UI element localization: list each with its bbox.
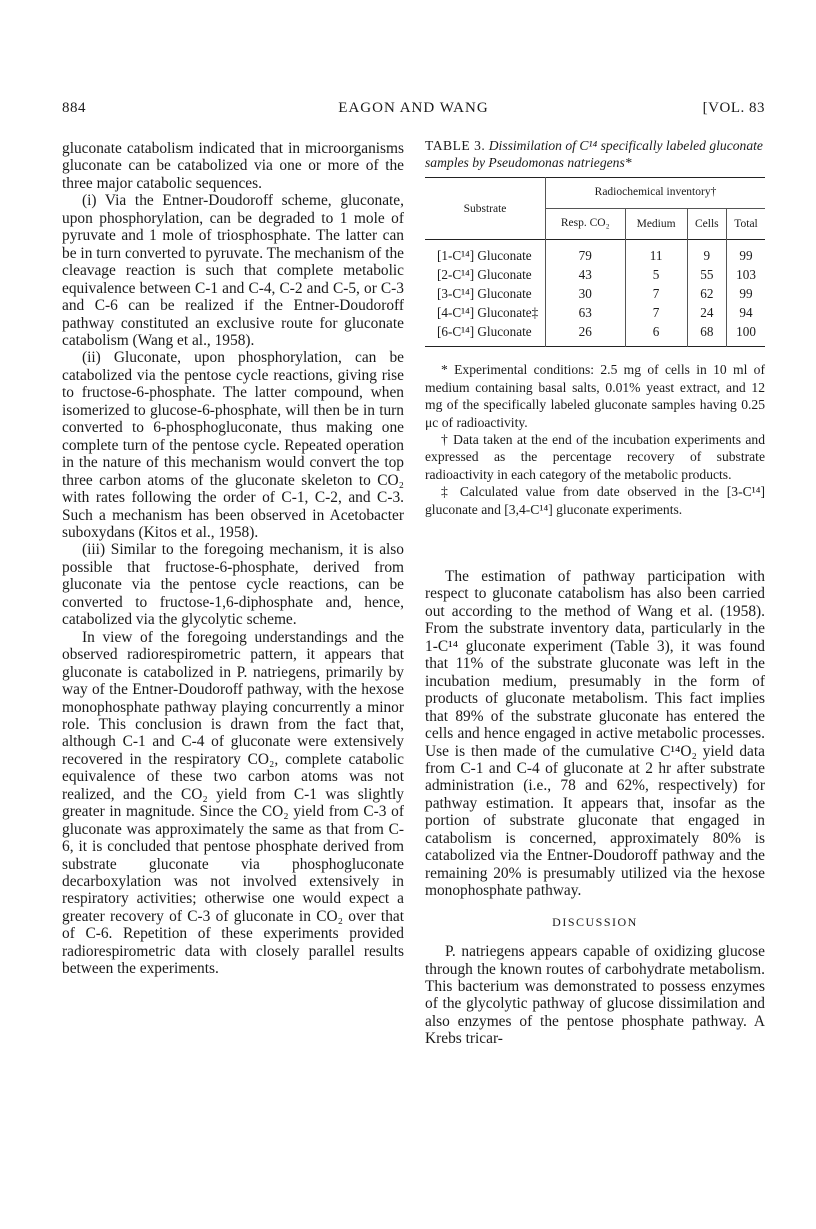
- paragraph: gluconate catabolism indicated that in microorganisms gluconate can be catabolized via one or more of the three major catabolic sequences.: [62, 140, 404, 192]
- table-header-substrate: Substrate: [463, 202, 507, 215]
- page-number: 884: [62, 100, 86, 116]
- table-cell: 94: [727, 304, 765, 323]
- right-column: [425, 568, 765, 1048]
- paragraph: The estimation of pathway participation with respect to gluconate catabolism has also been carried out according to the method of Wang et al. (1958). From the substrate inventory data, particularly in the 1-C¹⁴ gluconate experiment (Table 3), it was found that 11% of the substrate gluconate was left in the incubation medium, presumably in the form of products of gluconate metabolism. This fact implies that 89% of the substrate gluconate has entered the cells and hence engaged in active metabolic processes. Use is then made of the cumulative C¹⁴O₂ yield data from C-1 and C-4 of gluconate at 2 hr after substrate administration (i.e., 78 and 62%, respectively) for pathway estimation. It appears that, insofar as the portion of substrate gluconate that engaged in catabolism is concerned, approximately 80% is catabolized via the Entner-Doudoroff pathway and the remaining 20% is presumably utilized via the hexose monophosphate pathway.: [425, 568, 765, 900]
- table-header-cell: Cells: [687, 209, 726, 240]
- table-cell-substrate: [6-C¹⁴] Gluconate: [437, 323, 532, 339]
- data-table: [425, 177, 765, 347]
- table-cell: 55: [687, 266, 726, 285]
- table-cell: 7: [625, 304, 687, 323]
- footnote: ‡ Calculated value from date observed in the [3-C¹⁴] gluconate and [3,4-C¹⁴] gluconate experiments.: [425, 484, 765, 517]
- running-head: EAGON AND WANG: [338, 100, 489, 116]
- table-cell: 103: [727, 266, 765, 285]
- table-cell: 43: [546, 266, 626, 285]
- table-cell: 11: [625, 240, 687, 266]
- left-column: [62, 140, 404, 978]
- section-heading: DISCUSSION: [552, 914, 638, 929]
- table-block: [425, 137, 765, 518]
- table-cell: 24: [687, 304, 726, 323]
- footnote: * Experimental conditions: 2.5 mg of cells in 10 ml of medium containing basal salts, 0.01% yeast extract, and 12 mg of the specifically labeled gluconate samples having 0.25 μc of radioactivity.: [425, 362, 765, 430]
- table-cell-substrate: [3-C¹⁴] Gluconate: [437, 286, 532, 301]
- table-cell: 30: [546, 285, 626, 304]
- table-cell: 63: [546, 304, 626, 323]
- table-cell: 99: [727, 285, 765, 304]
- table-cell: 9: [687, 240, 726, 266]
- table-header-cell: Medium: [625, 209, 687, 240]
- table-header-cell: Resp. CO₂: [546, 209, 626, 240]
- table-caption-text: Dissimilation of C¹⁴ specifically labeled gluconate samples by Pseudomonas natriegens*: [425, 138, 763, 171]
- paragraph: (ii) Gluconate, upon phosphorylation, can be catabolized via the pentose cycle reactions, giving rise to fructose-6-phosphate. The latter compound, when isomerized to glucose-6-phosphate, will then be in turn converted to 6-phosphogluconate, thus making one complete turn of the pentose cycle. Repeated operation in the nature of this mechanism would convert the top three carbon atoms of the gluconate skeleton to CO₂ with rates following the order of C-1, C-2, and C-3. Such a mechanism has been observed in Acetobacter suboxydans (Kitos et al., 1958).: [62, 349, 404, 541]
- table-header-cell: Total: [727, 209, 765, 240]
- volume-label: [VOL. 83: [702, 100, 765, 116]
- paragraph: (iii) Similar to the foregoing mechanism, it is also possible that fructose-6-phosphate, derived from gluconate via the pentose cycle reactions, can be converted to fructose-1,6-diphosphate and, hence, catabolized via the glycolytic scheme.: [62, 541, 404, 629]
- footnote: † Data taken at the end of the incubation experiments and expressed as the percentage recovery of substrate radioactivity in each category of the metabolic products.: [425, 432, 765, 482]
- paragraph: (i) Via the Entner-Doudoroff scheme, gluconate, upon phosphorylation, can be degraded to 1 mole of pyruvate and 1 mole of triosphosphate. The latter can be in turn converted to pyruvate. The mechanism of the cleavage reaction is such that complete metabolic equivalence between C-1 and C-4, C-2 and C-5, or C-3 and C-6 can be realized if the Entner-Doudoroff pathway constituted an exclusive route for gluconate catabolism (Wang et al., 1958).: [62, 192, 404, 349]
- table-row: [425, 304, 765, 323]
- table-caption: [425, 137, 765, 171]
- table-cell: 99: [727, 240, 765, 266]
- table-label: TABLE 3.: [425, 138, 486, 153]
- table-cell: 100: [727, 323, 765, 347]
- paragraph: In view of the foregoing understandings and the observed radiorespirometric pattern, it appears that gluconate is catabolized in P. natriegens, primarily by way of the Entner-Doudoroff pathway, with the hexose monophosphate pathway playing concurrently a minor role. This conclusion is drawn from the fact that, although C-1 and C-4 of gluconate were extensively recovered in the respiratory CO₂, complete catabolic equivalence of these two carbon atoms was not realized, and the CO₂ yield from C-1 was slightly greater in magnitude. Since the CO₂ yield from C-3 of gluconate was approximately the same as that from C-6, it is concluded that pentose phosphate derived from substrate gluconate via phosphogluconate decarboxylation was not involved extensively in respiratory activities; otherwise one would expect a greater recovery of C-3 of gluconate in CO₂ over that of C-6. Repetition of these experiments provided radiorespirometric data with closely parallel results between the experiments.: [62, 628, 404, 978]
- running-header: [62, 100, 765, 122]
- table-row: [425, 266, 765, 285]
- table-cell: 68: [687, 323, 726, 347]
- table-cell: 26: [546, 323, 626, 347]
- table-cell: 6: [625, 323, 687, 347]
- table-cell: 7: [625, 285, 687, 304]
- table-row: [425, 323, 765, 347]
- table-cell-substrate: [1-C¹⁴] Gluconate: [437, 248, 532, 264]
- table-header-group: Radiochemical inventory†: [546, 178, 766, 209]
- paragraph: P. natriegens appears capable of oxidizing glucose through the known routes of carbohydrate metabolism. This bacterium was demonstrated to possess enzymes of the glycolytic pathway of glucose dissimilation and also enzymes of the pentose phosphate pathway. A Krebs tricar-: [425, 943, 765, 1048]
- table-cell: 62: [687, 285, 726, 304]
- table-row: [425, 285, 765, 304]
- table-cell: 5: [625, 266, 687, 285]
- table-cell: 79: [546, 240, 626, 266]
- table-footnotes: [425, 361, 765, 518]
- table-cell-substrate: [2-C¹⁴] Gluconate: [437, 267, 532, 283]
- table-cell-substrate: [4-C¹⁴] Gluconate‡: [437, 304, 539, 320]
- table-row: [425, 240, 765, 266]
